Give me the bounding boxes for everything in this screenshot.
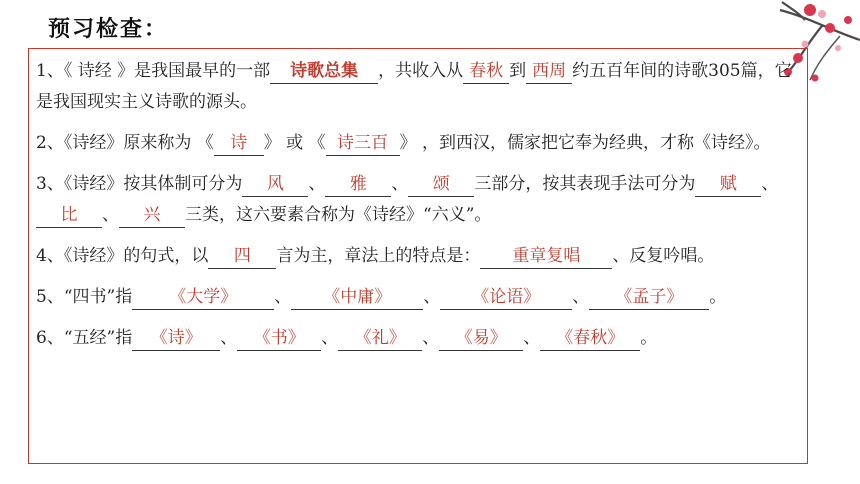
q3-answer-4: 赋 <box>695 172 761 197</box>
q1-number: 1、 <box>36 61 64 81</box>
separator: 、 <box>523 328 541 348</box>
separator: 、 <box>761 174 779 194</box>
q3-text-2: 三部分，按其表现手法可分为 <box>474 174 696 194</box>
q4-answer-2: 重章复唱 <box>480 244 612 269</box>
separator: 、 <box>391 174 409 194</box>
question-list <box>36 56 806 354</box>
q3-answer-6: 兴 <box>119 203 185 228</box>
separator: 、 <box>308 174 326 194</box>
question-6 <box>36 323 806 354</box>
separator: 、 <box>423 287 441 307</box>
q5-answer-3: 《论语》 <box>440 285 572 310</box>
q4-text-3: 、反复吟唱。 <box>612 246 715 266</box>
question-5 <box>36 282 806 313</box>
q6-answer-2: 《书》 <box>237 326 321 351</box>
q2-answer-1: 诗 <box>214 131 264 156</box>
q2-text-3: 》 ，到西汉，儒家把它奉为经典，才称《诗经》。 <box>399 133 771 153</box>
q5-text-1: “四书”指 <box>63 287 133 307</box>
question-2 <box>36 128 806 159</box>
q1-answer-3: 西周 <box>526 59 572 84</box>
separator: 、 <box>572 287 590 307</box>
q4-answer-1: 四 <box>208 244 276 269</box>
page-title: 预习检查： <box>48 17 169 42</box>
q1-text-1: 《 诗经 》是我国最早的一部 <box>63 61 271 81</box>
q6-text-1: “五经”指 <box>63 328 133 348</box>
separator: 、 <box>422 328 440 348</box>
q6-answer-1: 《诗》 <box>132 326 220 351</box>
q2-text-2: 》 或 《 <box>263 133 326 153</box>
question-3 <box>36 169 806 231</box>
q1-answer-1: 诗歌总集 <box>270 59 378 84</box>
q1-answer-2: 春秋 <box>463 59 509 84</box>
separator: 、 <box>220 328 238 348</box>
q6-answer-3: 《礼》 <box>338 326 422 351</box>
separator: 、 <box>274 287 292 307</box>
period: 。 <box>709 287 727 307</box>
q5-answer-4: 《孟子》 <box>589 285 709 310</box>
q3-text-3: 三类，这六要素合称为《诗经》“六义”。 <box>185 205 492 225</box>
question-1 <box>36 56 806 118</box>
period: 。 <box>640 328 658 348</box>
q3-answer-1: 风 <box>242 172 308 197</box>
separator: 、 <box>102 205 119 225</box>
q1-text-3: 到 <box>509 61 527 81</box>
q3-answer-3: 颂 <box>408 172 474 197</box>
q1-text-2: ，共收入从 <box>378 61 464 81</box>
q5-number: 5、 <box>36 287 64 307</box>
q6-answer-5: 《春秋》 <box>540 326 640 351</box>
q4-text-2: 言为主，章法上的特点是： <box>276 246 481 266</box>
q3-number: 3、 <box>36 174 64 194</box>
q6-answer-4: 《易》 <box>439 326 523 351</box>
q1-text-4: 约五百年间的诗歌305篇，它是我国现实主义诗歌的源头。 <box>36 61 792 112</box>
q5-answer-1: 《大学》 <box>132 285 274 310</box>
q5-answer-2: 《中庸》 <box>291 285 423 310</box>
separator: 、 <box>321 328 339 348</box>
q3-answer-2: 雅 <box>325 172 391 197</box>
q4-number: 4、 <box>36 246 64 266</box>
q4-text-1: 《诗经》的句式，以 <box>63 246 209 266</box>
q2-answer-2: 诗三百 <box>326 131 400 156</box>
q2-number: 2、 <box>36 133 64 153</box>
q3-answer-5: 比 <box>36 203 102 228</box>
question-4 <box>36 241 806 272</box>
q6-number: 6、 <box>36 328 64 348</box>
q2-text-1: 《诗经》原来称为 《 <box>63 133 214 153</box>
q3-text-1: 《诗经》按其体制可分为 <box>63 174 243 194</box>
